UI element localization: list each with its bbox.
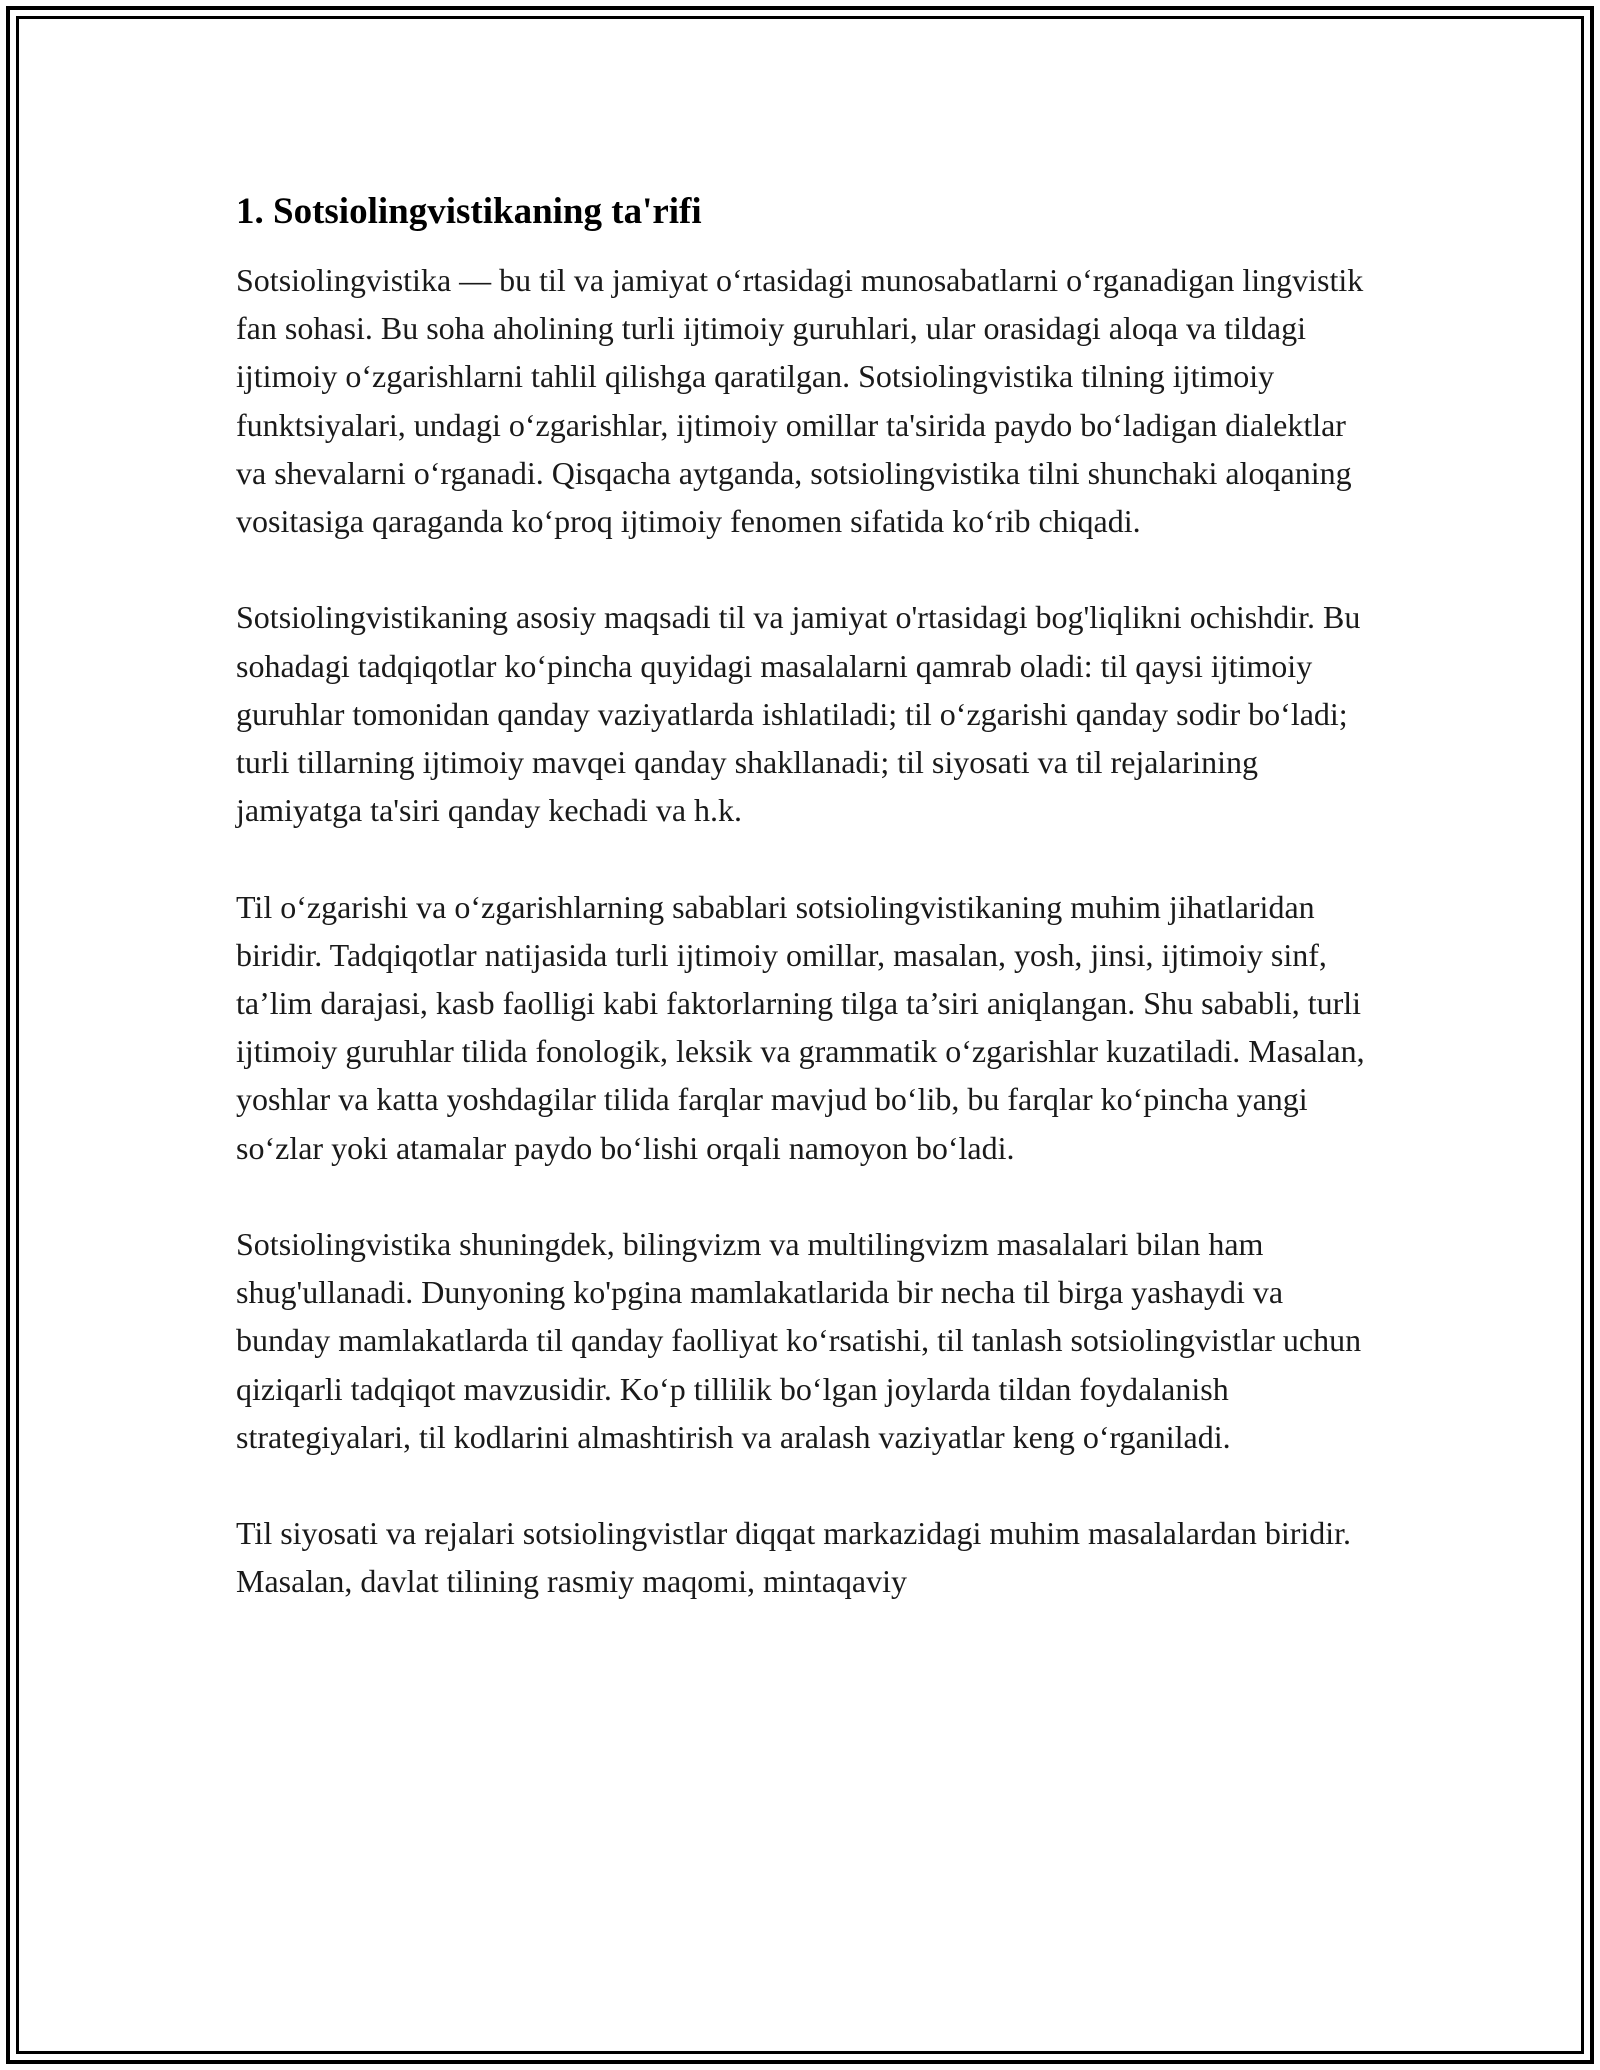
paragraph-bilingualism: Sotsiolingvistika shuningdek, bilingvizm va multilingvizm masalalari bilan ham shug'ullanadi. Dunyoning ko'pgina mamlakatlarida bir necha til birga yashaydi va bunday mamlakatlarda til qanday faolliyat koʻrsatishi, til tanlash sotsiolingvistlar uchun qiziqarli tadqiqot mavzusidir. Koʻp tillilik boʻlgan joylarda tildan foydalanish strategiyalari, til kodlarini almashtirish va aralash vaziyatlar keng oʻrganiladi.	[236, 1226, 1362, 1455]
section-heading: 1. Sotsiolingvistikaning ta'rifi	[236, 191, 702, 232]
paragraph-language-policy: Til siyosati va rejalari sotsiolingvistlar diqqat markazidagi muhim masalalardan biridir. Masalan, davlat tilining rasmiy maqomi, mintaqaviy	[236, 1515, 1352, 1600]
paragraph-definition: Sotsiolingvistika — bu til va jamiyat oʻrtasidagi munosabatlarni oʻrganadigan lingvistik fan sohasi. Bu soha aholining turli ijtimoiy guruhlari, ular orasidagi aloqa va tildagi ijtimoiy oʻzgarishlarni tahlil qilishga qaratilgan. Sotsiolingvistika tilning ijtimoiy funktsiyalari, undagi oʻzgarishlar, ijtimoiy omillar ta'sirida paydo boʻladigan dialektlar va shevalarni oʻrganadi. Qisqacha aytganda, sotsiolingvistika tilni shunchaki aloqaning vositasiga qaraganda koʻproq ijtimoiy fenomen sifatida koʻrib chiqadi.	[236, 262, 1364, 540]
paragraph-language-change: Til oʻzgarishi va oʻzgarishlarning sabablari sotsiolingvistikaning muhim jihatlaridan biridir. Tadqiqotlar natijasida turli ijtimoiy omillar, masalan, yosh, jinsi, ijtimoiy sinf, ta’lim darajasi, kasb faolligi kabi faktorlarning tilga ta’siri aniqlangan. Shu sababli, turli ijtimoiy guruhlar tilida fonologik, leksik va grammatik oʻzgarishlar kuzatiladi. Masalan, yoshlar va katta yoshdagilar tilida farqlar mavjud boʻlib, bu farqlar koʻpincha yangi soʻzlar yoki atamalar paydo boʻlishi orqali namoyon boʻladi.	[236, 888, 1365, 1166]
document-body	[236, 188, 1376, 1606]
paragraph-main-goal: Sotsiolingvistikaning asosiy maqsadi til va jamiyat o'rtasidagi bog'liqlikni ochishdir. Bu sohadagi tadqiqotlar koʻpincha quyidagi masalalarni qamrab oladi: til qaysi ijtimoiy guruhlar tomonidan qanday vaziyatlarda ishlatiladi; til oʻzgarishi qanday sodir boʻladi; turli tillarning ijtimoiy mavqei qanday shakllanadi; til siyosati va til rejalarining jamiyatga ta'siri qanday kechadi va h.k.	[236, 599, 1361, 829]
